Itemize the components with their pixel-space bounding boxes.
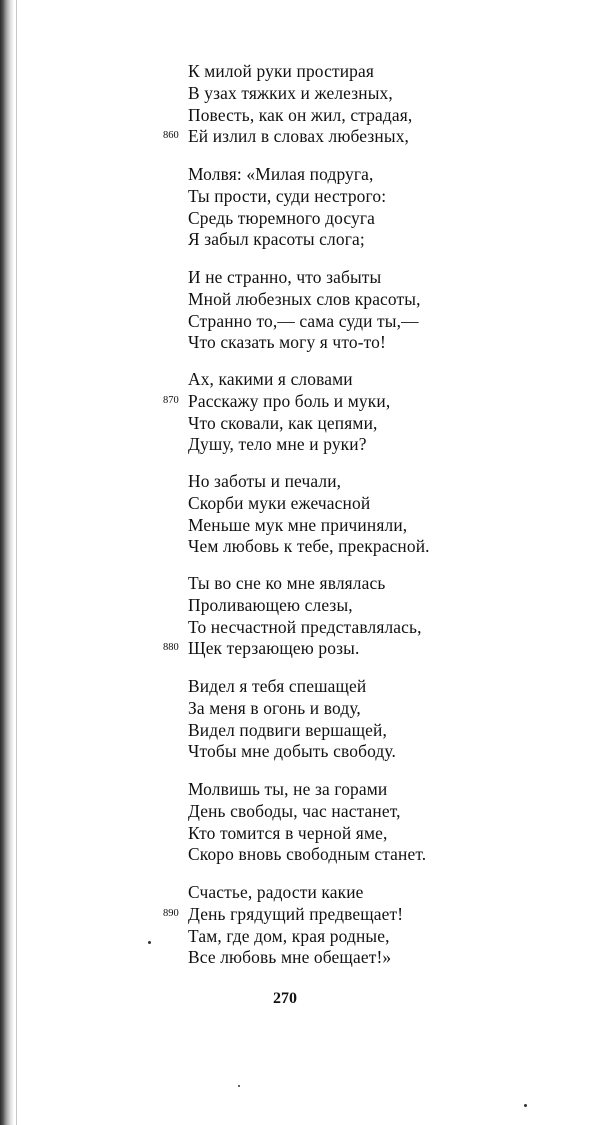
verse-line [0,947,600,969]
verse-line [0,471,600,493]
verse-line [0,105,600,127]
verse-text: Скорби муки ежечасной [188,492,371,513]
stanza-9 [0,882,600,969]
stanza-6 [0,573,600,660]
print-speck [148,941,151,944]
verse-text: Молвя: «Милая подруга, [188,164,374,184]
verse-text: То несчастной представлялась, [188,616,422,637]
verse-line [0,638,600,660]
verse-text: День грядущий предвещает! [188,903,404,924]
line-number: 870 [163,394,179,406]
verse-line [0,434,600,456]
verse-line [0,413,600,435]
verse-text: Повесть, как он жил, страдая, [188,104,413,125]
verse-line [0,882,600,904]
page-number: 270 [273,990,297,1007]
verse-text: Душу, тело мне и руки? [188,434,367,455]
stanza-2 [0,164,600,251]
verse-line [0,595,600,617]
verse-text: Видел подвиги вершащей, [188,719,388,740]
verse-line [0,926,600,948]
stanza-4 [0,369,600,456]
verse-text: Скоро вновь свободным станет. [188,844,427,865]
stanza-3 [0,267,600,354]
verse-text: Мной любезных слов красоты, [188,288,421,309]
verse-text: Счастье, радости какие [188,882,364,902]
verse-text: В узах тяжких и железных, [188,82,393,103]
verse-text: Странно то,— сама суди ты,— [188,310,419,331]
verse-text: Ах, какими я словами [188,369,353,389]
verse-text: Я забыл красоты слога; [188,229,365,250]
verse-text: Ты прости, суди нестрого: [188,185,387,206]
verse-line [0,229,600,251]
verse-line [0,267,600,289]
line-number: 890 [163,907,179,919]
verse-line [0,617,600,639]
verse-line [0,741,600,763]
verse-line [0,904,600,926]
line-number: 860 [163,130,179,142]
verse-text: Ей излил в словах любезных, [188,126,410,147]
verse-line [0,332,600,354]
verse-line [0,801,600,823]
verse-line [0,779,600,801]
verse-line [0,493,600,515]
verse-text: Что сковали, как цепями, [188,412,378,433]
verse-text: Все любовь мне обещает!» [188,947,392,968]
verse-line [0,573,600,595]
verse-text: Чем любовь к тебе, прекрасной. [188,536,430,557]
verse-text: Видел я тебя спешащей [188,676,367,696]
verse-text: Меньше мук мне причиняли, [188,514,408,535]
verse-line [0,208,600,230]
verse-line [0,289,600,311]
verse-text: Но заботы и печали, [188,471,342,491]
verse-text: Ты во сне ко мне являлась [188,573,386,593]
verse-line [0,698,600,720]
verse-line [0,311,600,333]
verse-line [0,536,600,558]
stanza-7 [0,676,600,763]
stanza-8 [0,779,600,866]
print-speck [238,1085,240,1087]
verse-line [0,61,600,83]
verse-line [0,844,600,866]
stanza-5 [0,471,600,558]
verse-text: Там, где дом, края родные, [188,925,390,946]
stanza-1 [0,61,600,148]
verse-text: День свободы, час настанет, [188,800,401,821]
verse-line [0,369,600,391]
verse-text: Чтобы мне добыть свободу. [188,741,397,762]
verse-text: Щек терзающею розы. [188,638,360,659]
verse-line [0,186,600,208]
verse-line [0,83,600,105]
verse-line [0,823,600,845]
verse-line [0,676,600,698]
verse-text: И не странно, что забыты [188,267,382,287]
verse-text: Что сказать могу я что-то! [188,332,386,353]
print-speck [524,1104,527,1107]
verse-text: Средь тюремного досуга [188,207,375,228]
verse-line [0,164,600,186]
verse-line [0,391,600,413]
verse-line [0,515,600,537]
verse-line [0,720,600,742]
verse-text: Кто томится в черной яме, [188,822,388,843]
verse-text: Проливающею слезы, [188,594,353,615]
line-number: 880 [163,642,179,654]
verse-text: Молвишь ты, не за горами [188,779,388,799]
verse-line [0,126,600,148]
verse-text: За меня в огонь и воду, [188,697,361,718]
verse-text: Расскажу про боль и муки, [188,390,391,411]
verse-text: К милой руки простирая [188,61,375,81]
